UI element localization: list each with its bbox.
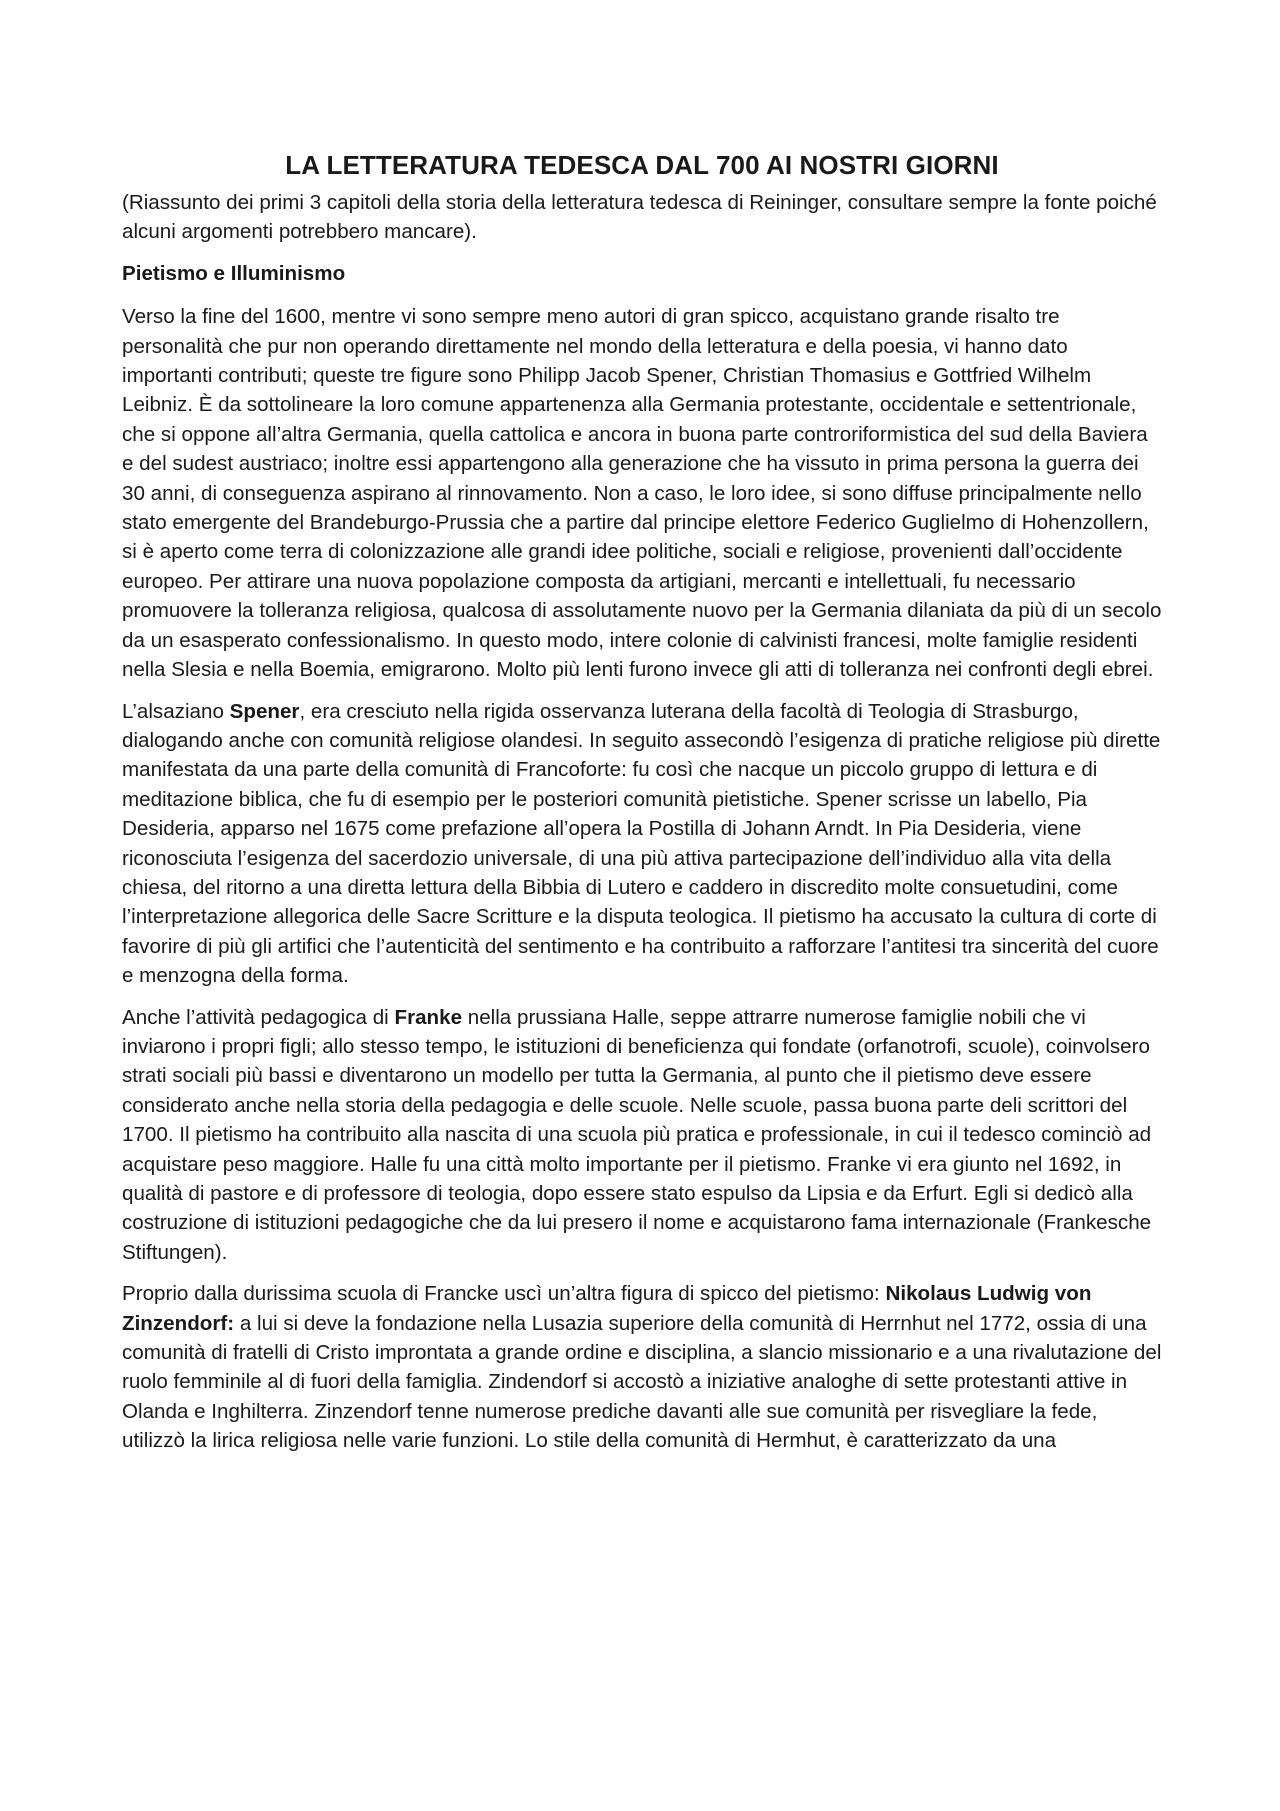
paragraph-4-text-start: Proprio dalla durissima scuola di Francke uscì un’altra figura di spicco del pietismo:: [122, 1282, 886, 1306]
paragraph-2-text-start: L’alsaziano: [122, 699, 230, 723]
paragraph-4-text-rest: a lui si deve la fondazione nella Lusazia superiore della comunità di Herrnhut nel 1772, ossia di una comunità di fratelli di Cristo improntata a grande ordine e disciplina, a slancio missionario e a una rivalutazione del ruolo femminile al di fuori della famiglia. Zindendorf si accostò a iniziative analoghe di sette protestanti attive in Olanda e Inghilterra. Zinzendorf tenne numerose prediche davanti alle sue comunità per risvegliare la fede, utilizzò la lirica religiosa nelle varie funzioni. Lo stile della comunità di Hermhut, è caratterizzato da una: [122, 1311, 1162, 1453]
paragraph-3-text-rest: nella prussiana Halle, seppe attrarre numerose famiglie nobili che vi inviarono i propri figli; allo stesso tempo, le istituzioni di beneficienza qui fondate (orfanotrofi, scuole), coinvolsero strati sociali più bassi e diventarono un modello per tutta la Germania, al punto che il pietismo deve essere considerato anche nella storia della pedagogia e delle scuole. Nelle scuole, passa buona parte deli scrittori del 1700. Il pietismo ha contribuito alla nascita di una scuola più pratica e professionale, in cui il tedesco cominciò ad acquistare peso maggiore. Halle fu una città molto importante per il pietismo. Franke vi era giunto nel 1692, in qualità di pastore e di professore di teologia, dopo essere stato espulso da Lipsia e da Erfurt. Egli si dedicò alla costruzione di istituzioni pedagogiche che da lui presero il nome e acquistarono fama internazionale (Frankesche Stiftungen).: [122, 1005, 1152, 1264]
paragraph-2-text-rest: , era cresciuto nella rigida osservanza luterana della facoltà di Teologia di Strasburgo, dialogando anche con comunità religiose olandesi. In seguito assecondò l’esigenza di pratiche religiose più dirette manifestata da una parte della comunità di Francoforte: fu così che nacque un piccolo gruppo di lettura e di meditazione biblica, che fu di esempio per le posteriori comunità pietistiche. Spener scrisse un labello, Pia Desideria, apparso nel 1675 come prefazione all’opera la Postilla di Johann Arndt. In Pia Desideria, viene riconosciuta l’esigenza del sacerdozio universale, di una più attiva partecipazione dell’individuo alla vita della chiesa, del ritorno a una diretta lettura della Bibbia di Lutero e caddero in discredito molte consuetudini, come l’interpretazione allegorica delle Sacre Scritture e la disputa teologica. Il pietismo ha accusato la cultura di corte di favorire di più gli artifici che l’autenticità del sentimento e ha contribuito a rafforzare l’antitesi tra sincerità del cuore e menzogna della forma.: [122, 699, 1161, 988]
paragraph-3-text-start: Anche l’attività pedagogica di: [122, 1005, 395, 1029]
paragraph-4: [122, 1279, 1162, 1455]
intro-paragraph: (Riassunto dei primi 3 capitoli della storia della letteratura tedesca di Reininger, consultare sempre la fonte poiché alcuni argomenti potrebbero mancare).: [122, 191, 1157, 244]
paragraph-2-bold-name: Spener: [229, 699, 300, 723]
paragraph-3: [122, 1003, 1162, 1268]
section-heading: Pietismo e Illuminismo: [122, 261, 346, 285]
paragraph-1: Verso la fine del 1600, mentre vi sono sempre meno autori di gran spicco, acquistano grande risalto tre personalità che pur non operando direttamente nel mondo della letteratura e della poesia, vi hanno dato importanti contributi; queste tre figure sono Philipp Jacob Spener, Christian Thomasius e Gottfried Wilhelm Leibniz. È da sottolineare la loro comune appartenenza alla Germania protestante, occidentale e settentrionale, che si oppone all’altra Germania, quella cattolica e ancora in buona parte controriformistica del sud della Baviera e del sudest austriaco; inoltre essi appartengono alla generazione che ha vissuto in prima persona la guerra dei 30 anni, di conseguenza aspirano al rinnovamento. Non a caso, le loro idee, si sono diffuse principalmente nello stato emergente del Brandeburgo-Prussia che a partire dal principe elettore Federico Guglielmo di Hohenzollern, si è aperto come terra di colonizzazione alle grandi idee politiche, sociali e religiose, provenienti dall’occidente europeo. Per attirare una nuova popolazione composta da artigiani, mercanti e intellettuali, fu necessario promuovere la tolleranza religiosa, qualcosa di assolutamente nuovo per la Germania dilaniata da più di un secolo da un esasperato confessionalismo. In questo modo, intere colonie di calvinisti francesi, molte famiglie residenti nella Slesia e nella Boemia, emigrarono. Molto più lenti furono invece gli atti di tolleranza nei confronti degli ebrei.: [122, 305, 1162, 682]
paragraph-3-bold-name: Franke: [394, 1005, 463, 1029]
document-title: LA LETTERATURA TEDESCA DAL 700 AI NOSTRI GIORNI: [285, 150, 999, 180]
paragraph-4-bold-name: Nikolaus Ludwig von Zinzendorf:: [122, 1282, 1092, 1335]
paragraph-2: [122, 697, 1162, 991]
document-page: [122, 150, 1162, 1468]
